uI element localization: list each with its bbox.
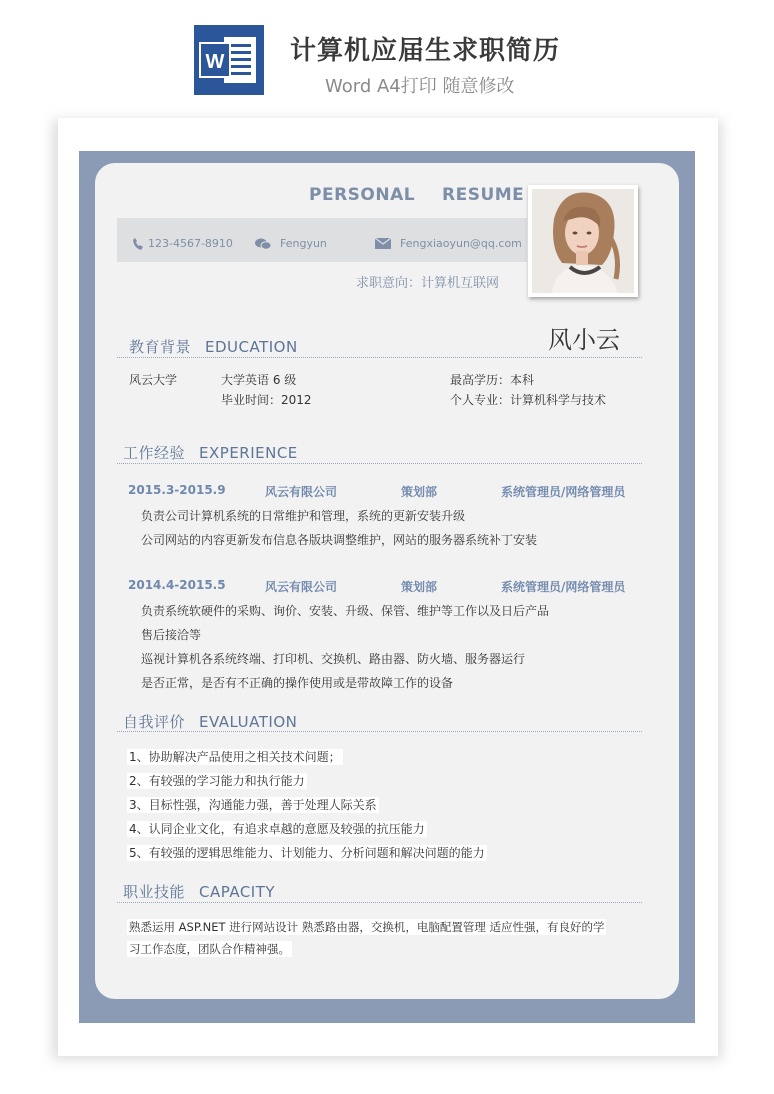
profile-photo (532, 189, 634, 293)
section-education-title (129, 336, 298, 357)
mail-icon (375, 238, 391, 249)
section-title-cn: 工作经验 (123, 444, 186, 462)
phone-icon (133, 238, 143, 250)
evaluation-item: 2、有较强的学习能力和执行能力 (129, 774, 305, 788)
contact-wechat (255, 237, 327, 250)
page-subtitle: Word A4打印 随意修改 (325, 76, 515, 97)
divider (117, 463, 642, 464)
capacity-text-line1: 熟悉运用 ASP.NET 进行网站设计 熟悉路由器，交换机，电脑配置管理 适应性强，有良好的学 (129, 920, 605, 934)
job-company: 风云有限公司 (265, 485, 338, 499)
degree: 最高学历：本科 (450, 373, 535, 387)
job-dept: 策划部 (401, 485, 438, 499)
resume-title-personal: PERSONAL (309, 185, 416, 205)
resume-title-resume: RESUME (442, 185, 525, 205)
job-duty: 公司网站的内容更新发布信息各版块调整维护，网站的服务器系统补丁安装 (141, 533, 538, 547)
section-title-en: EDUCATION (205, 338, 298, 356)
job-company: 风云有限公司 (265, 580, 338, 594)
section-experience-title (123, 442, 298, 463)
major: 个人专业：计算机科学与技术 (450, 393, 607, 407)
divider (117, 902, 642, 903)
capacity-text-line2: 习工作态度，团队合作精神强。 (129, 942, 290, 956)
evaluation-item: 3、目标性强，沟通能力强，善于处理人际关系 (129, 798, 377, 812)
evaluation-item: 1、协助解决产品使用之相关技术问题； (129, 750, 341, 764)
word-icon-letter: W (205, 51, 225, 73)
job-role: 系统管理员/网络管理员 (501, 580, 626, 594)
english-level: 大学英语 6 级 (221, 373, 297, 387)
evaluation-item: 4、认同企业文化，有追求卓越的意愿及较强的抗压能力 (129, 822, 425, 836)
section-capacity-title (123, 881, 275, 902)
section-evaluation-title (123, 711, 297, 732)
email-text: Fengxiaoyun@qq.com (400, 237, 522, 250)
section-title-en: CAPACITY (199, 883, 276, 901)
job-period: 2015.3-2015.9 (128, 483, 226, 497)
divider (117, 731, 642, 732)
job-period: 2014.4-2015.5 (128, 578, 226, 592)
job-intent: 求职意向：计算机互联网 (356, 276, 500, 291)
graduation-time: 毕业时间：2012 (221, 393, 312, 407)
contact-phone (133, 237, 233, 250)
job-duty: 是否正常，是否有不正确的操作使用或是带故障工作的设备 (141, 676, 454, 690)
job-duty: 负责系统软硬件的采购、询价、安装、升级、保管、维护等工作以及日后产品 (141, 604, 550, 618)
contact-email (375, 237, 522, 250)
phone-text: 123-4567-8910 (148, 237, 233, 250)
profile-photo-frame (528, 185, 638, 297)
job-duty: 负责公司计算机系统的日常维护和管理，系统的更新安装升级 (141, 509, 466, 523)
page-title: 计算机应届生求职简历 (290, 36, 561, 66)
evaluation-item: 5、有较强的逻辑思维能力、计划能力、分析问题和解决问题的能力 (129, 846, 485, 860)
section-title-en: EVALUATION (199, 713, 298, 731)
candidate-name: 风小云 (548, 326, 620, 354)
wechat-text: Fengyun (280, 237, 327, 250)
section-title-cn: 自我评价 (123, 713, 186, 731)
section-title-cn: 教育背景 (129, 338, 192, 356)
word-icon (194, 25, 264, 95)
divider (117, 357, 642, 358)
school: 风云大学 (129, 373, 178, 387)
job-duty: 售后接洽等 (141, 628, 202, 642)
section-title-cn: 职业技能 (123, 883, 186, 901)
job-role: 系统管理员/网络管理员 (501, 485, 626, 499)
section-title-en: EXPERIENCE (199, 444, 298, 462)
job-duty: 巡视计算机各系统终端、打印机、交换机、路由器、防火墙、服务器运行 (141, 652, 526, 666)
wechat-icon (255, 238, 271, 250)
job-dept: 策划部 (401, 580, 438, 594)
